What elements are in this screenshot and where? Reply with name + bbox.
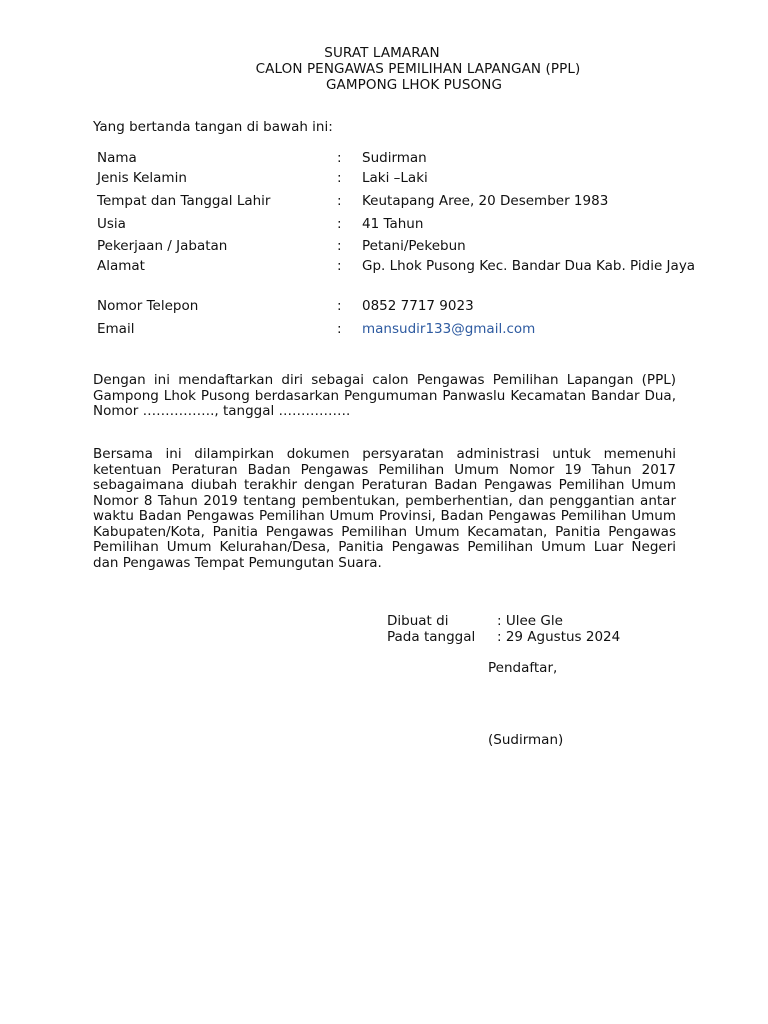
field-value: Laki –Laki	[362, 170, 428, 186]
field-value: 0852 7717 9023	[362, 298, 474, 314]
made-in-value: : Ulee Gle	[497, 613, 563, 629]
field-label: Pekerjaan / Jabatan	[97, 238, 228, 254]
field-label: Jenis Kelamin	[97, 170, 187, 186]
field-colon: :	[337, 216, 342, 232]
letter-title	[0, 45, 768, 93]
field-value: Petani/Pekebun	[362, 238, 466, 254]
field-label: Nama	[97, 150, 137, 166]
field-label: Nomor Telepon	[97, 298, 199, 314]
attachments-paragraph: Bersama ini dilampirkan dokumen persyaratan administrasi untuk memenuhi ketentuan Peraturan Badan Pengawas Pemilihan Umum Nomor 19 Tahun 2017 sebagaimana diubah terakhir dengan Peraturan Badan Pengawas Pemilihan Umum Nomor 8 Tahun 2019 tentang pembentukan, pemberhentian, dan penggantian antar waktu Badan Pengawas Pemilihan Umum Provinsi, Badan Pengawas Pemilihan Umum Kabupaten/Kota, Panitia Pengawas Pemilihan Umum Kecamatan, Panitia Pengawas Pemilihan Umum Kelurahan/Desa, Panitia Pengawas Pemilihan Umum Luar Negeri dan Pengawas Tempat Pemungutan Suara.	[93, 446, 676, 571]
registration-paragraph: Dengan ini mendaftarkan diri sebagai calon Pengawas Pemilihan Lapangan (PPL) Gampong Lhok Pusong berdasarkan Pengumuman Panwaslu Kecamatan Bandar Dua, Nomor ……………., tanggal …………….	[93, 372, 676, 419]
email-link[interactable]: mansudir133@gmail.com	[362, 321, 536, 337]
title-line-3: GAMPONG LHOK PUSONG	[325, 77, 503, 93]
field-colon: :	[337, 258, 342, 274]
applicant-label: Pendaftar,	[488, 660, 558, 676]
date-label: Pada tanggal	[387, 629, 476, 645]
field-colon: :	[337, 193, 342, 209]
field-label: Alamat	[97, 258, 145, 274]
field-value: Gp. Lhok Pusong Kec. Bandar Dua Kab. Pidie Jaya	[362, 258, 696, 274]
title-line-2: CALON PENGAWAS PEMILIHAN LAPANGAN (PPL)	[255, 61, 581, 77]
field-label: Email	[97, 321, 135, 337]
field-colon: :	[337, 238, 342, 254]
field-colon: :	[337, 298, 342, 314]
field-value: Keutapang Aree, 20 Desember 1983	[362, 193, 609, 209]
field-label: Usia	[97, 216, 126, 232]
signature-name: (Sudirman)	[488, 732, 564, 748]
field-label: Tempat dan Tanggal Lahir	[97, 193, 271, 209]
field-colon: :	[337, 321, 342, 337]
date-value: : 29 Agustus 2024	[497, 629, 621, 645]
field-colon: :	[337, 170, 342, 186]
field-value: Sudirman	[362, 150, 427, 166]
made-in-label: Dibuat di	[387, 613, 449, 629]
field-colon: :	[337, 150, 342, 166]
field-value: 41 Tahun	[362, 216, 424, 232]
intro-text: Yang bertanda tangan di bawah ini:	[93, 119, 333, 135]
title-line-1: SURAT LAMARAN	[324, 45, 440, 61]
